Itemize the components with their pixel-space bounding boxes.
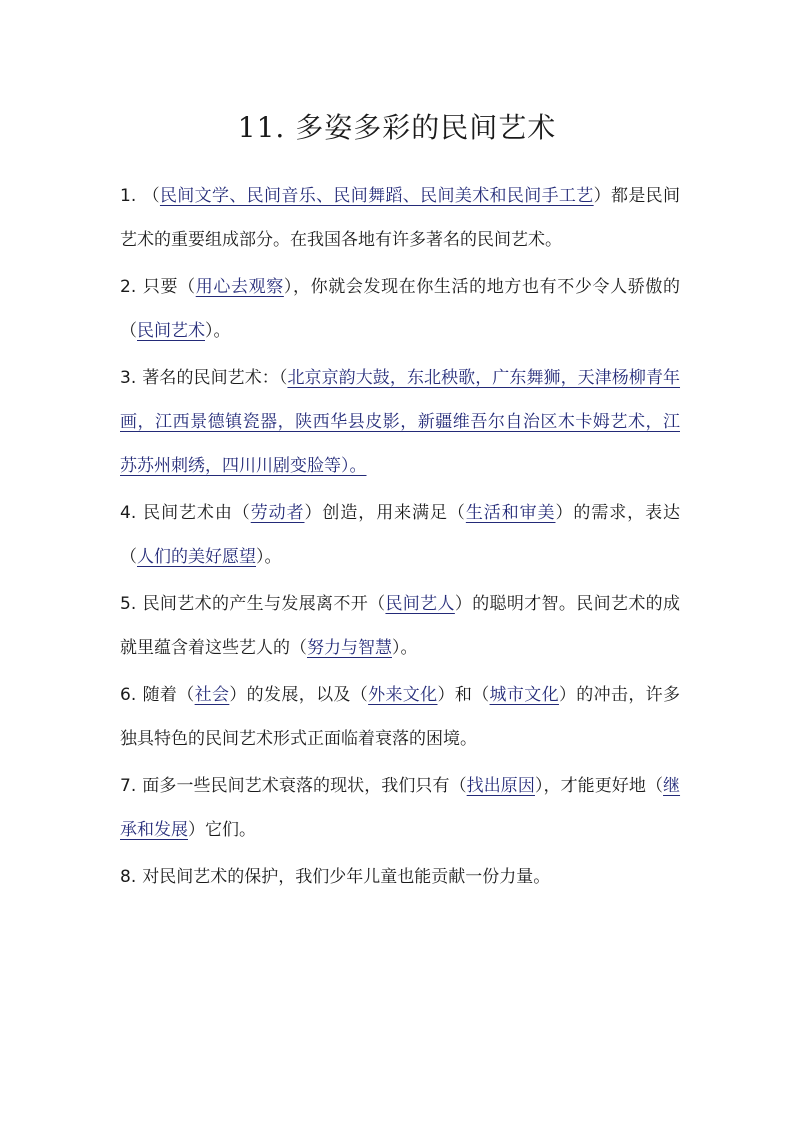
item-number: 2. <box>120 277 137 297</box>
item-text: 面多一些民间艺术衰落的现状，我们只有（ <box>142 776 467 796</box>
item-text: ）的发展，以及（ <box>229 685 369 705</box>
answer-text: 努力与智慧 <box>307 638 392 658</box>
item-text: ）的冲击，许多独具特色的民间艺术形式正面临着衰落的困境。 <box>120 685 681 749</box>
item-text: ）。 <box>205 321 231 341</box>
list-item <box>120 356 680 488</box>
list-item <box>120 764 680 852</box>
item-text: ）。 <box>256 547 282 567</box>
item-number: 1. <box>120 186 137 206</box>
list-item <box>120 673 680 761</box>
list-item <box>120 491 680 579</box>
item-list <box>120 174 680 902</box>
item-text: ）的聪明才智。民间艺术的成就里蕴含着这些艺人的（ <box>120 594 681 658</box>
answer-text: 人们的美好愿望 <box>137 547 256 567</box>
page-title: 11. 多姿多彩的民间艺术 <box>237 111 557 144</box>
answer-text: 继承和发展 <box>120 776 681 840</box>
item-text: 对民间艺术的保护，我们少年儿童也能贡献一份力量。 <box>142 867 551 887</box>
item-text: ）都是民间艺术的重要组成部分。在我国各地有许多著名的民间艺术。 <box>120 186 681 250</box>
item-text: ）的需求，表达（ <box>120 503 681 567</box>
item-text: ）创造，用来满足（ <box>304 503 466 523</box>
item-text: 只要（ <box>142 277 196 297</box>
item-number: 7. <box>120 776 137 796</box>
answer-text: 民间艺人 <box>385 594 455 614</box>
answer-text: 北京京韵大鼓，东北秧歌，广东舞狮，天津杨柳青年画，江西景德镇瓷器，陕西华县皮影，新疆维吾尔自治区木卡姆艺术，江苏苏州刺绣，四川川剧变脸等）。 <box>120 368 681 476</box>
list-item <box>120 855 680 899</box>
item-text: 民间艺术由（ <box>142 503 251 523</box>
item-text: ）和（ <box>437 685 490 705</box>
answer-text: 城市文化 <box>489 685 559 705</box>
answer-text: 生活和审美 <box>465 503 556 523</box>
item-text: ）。 <box>392 638 418 658</box>
answer-text: 社会 <box>194 685 230 705</box>
answer-text: 劳动者 <box>250 503 305 523</box>
item-text: 随着（ <box>142 685 195 705</box>
item-text: ），你就会发现在你生活的地方也有不少令人骄傲的（ <box>120 277 681 341</box>
answer-text: 民间文学、民间音乐、民间舞蹈、民间美术和民间手工艺 <box>159 186 594 206</box>
item-number: 8. <box>120 867 137 887</box>
item-text: ），才能更好地（ <box>534 776 664 796</box>
item-number: 5. <box>120 594 137 614</box>
list-item <box>120 174 680 262</box>
item-text: ）它们。 <box>188 820 256 840</box>
item-text: （ <box>142 186 160 206</box>
answer-text: 外来文化 <box>368 685 438 705</box>
answer-text: 找出原因 <box>466 776 535 796</box>
item-number: 6. <box>120 685 137 705</box>
item-number: 4. <box>120 503 137 523</box>
item-text: 民间艺术的产生与发展离不开（ <box>142 594 386 614</box>
answer-text: 民间艺术 <box>137 321 205 341</box>
item-text: 著名的民间艺术：（ <box>142 368 288 388</box>
answer-text: 用心去观察 <box>195 277 284 297</box>
list-item <box>120 582 680 670</box>
list-item <box>120 265 680 353</box>
item-number: 3. <box>120 368 137 388</box>
